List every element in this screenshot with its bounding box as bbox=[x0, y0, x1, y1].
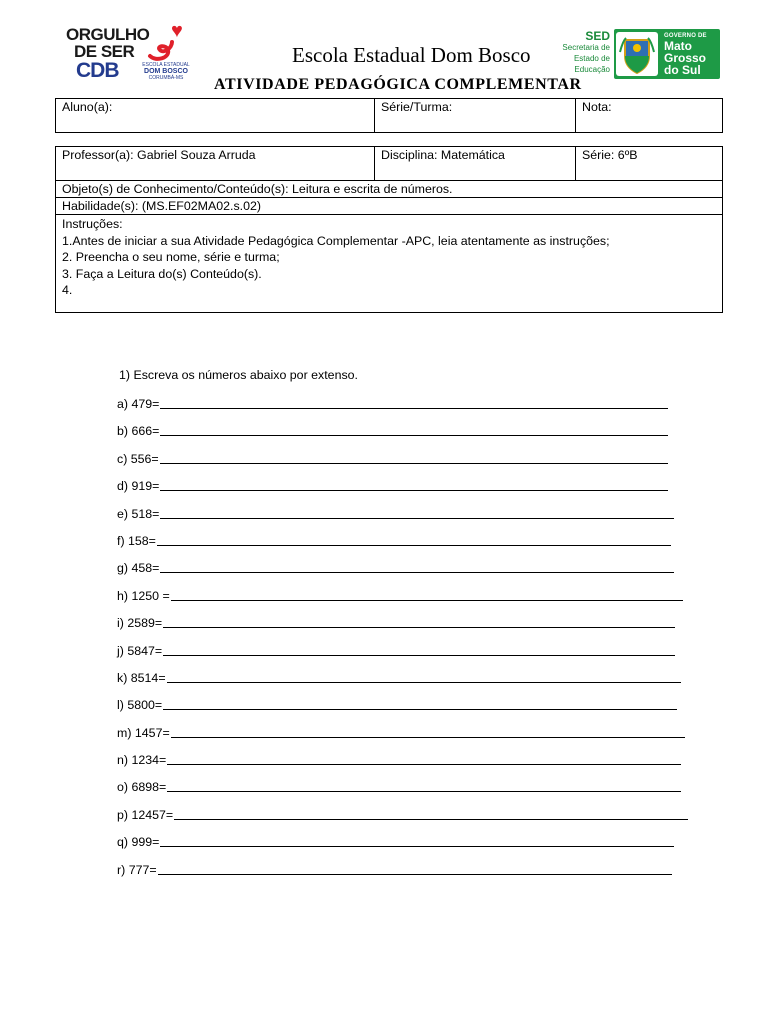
exercise-item bbox=[117, 478, 697, 505]
exercise-item bbox=[117, 615, 697, 642]
exercise-label: j) 5847= bbox=[117, 643, 163, 658]
exercise-item bbox=[117, 533, 697, 560]
exercise-item bbox=[117, 643, 697, 670]
exercise-label: p) 12457= bbox=[117, 807, 174, 822]
exercise-list bbox=[117, 396, 697, 889]
exercise-item bbox=[117, 588, 697, 615]
exercise-label: c) 556= bbox=[117, 451, 159, 466]
answer-line[interactable] bbox=[160, 478, 668, 491]
instructions-cell bbox=[56, 215, 723, 313]
exercise-label: g) 458= bbox=[117, 561, 160, 576]
activity-title: ATIVIDADE PEDAGÓGICA COMPLEMENTAR bbox=[214, 76, 582, 93]
answer-line[interactable] bbox=[171, 588, 683, 601]
exercise-label: k) 8514= bbox=[117, 670, 166, 685]
answer-line[interactable] bbox=[163, 643, 675, 656]
exercise-label: r) 777= bbox=[117, 862, 157, 877]
sed-line-1: Secretaria de bbox=[562, 43, 610, 52]
answer-line[interactable] bbox=[160, 396, 668, 409]
exercise-label: d) 919= bbox=[117, 479, 160, 494]
gov-line-3: do Sul bbox=[664, 63, 701, 77]
answer-line[interactable] bbox=[160, 423, 668, 436]
skill-cell: Habilidade(s): (MS.EF02MA02.s.02) bbox=[56, 198, 723, 215]
exercise-label: b) 666= bbox=[117, 424, 160, 439]
sed-line-3: Educação bbox=[574, 65, 610, 74]
logo-sub-escola: ESCOLA ESTADUAL bbox=[142, 62, 190, 68]
teacher-cell: Professor(a): Gabriel Souza Arruda bbox=[56, 147, 375, 181]
gov-line-1: Mato bbox=[664, 39, 692, 53]
logo-text-orgulho: ORGULHO bbox=[66, 25, 150, 44]
exercise-item bbox=[117, 779, 697, 806]
exercise-label: e) 518= bbox=[117, 506, 160, 521]
info-table bbox=[55, 146, 723, 313]
exercise-label: l) 5800= bbox=[117, 698, 163, 713]
exercise-item bbox=[117, 725, 697, 752]
school-logo bbox=[60, 18, 195, 80]
exercise-item bbox=[117, 560, 697, 587]
question-text: 1) Escreva os números abaixo por extenso. bbox=[119, 368, 358, 382]
answer-line[interactable] bbox=[158, 862, 672, 875]
exercise-label: h) 1250 = bbox=[117, 588, 170, 603]
exercise-label: m) 1457= bbox=[117, 725, 170, 740]
answer-line[interactable] bbox=[167, 779, 681, 792]
content-object-cell: Objeto(s) de Conhecimento/Conteúdo(s): Leitura e escrita de números. bbox=[56, 181, 723, 198]
answer-line[interactable] bbox=[167, 670, 681, 683]
exercise-label: a) 479= bbox=[117, 397, 160, 411]
instruction-item: 4. bbox=[62, 283, 73, 297]
exercise-item bbox=[117, 807, 697, 834]
student-table bbox=[55, 98, 723, 133]
grade-cell: Série: 6ºB bbox=[576, 147, 723, 181]
logo-sub-dom-bosco: DOM BOSCO bbox=[144, 68, 188, 75]
exercise-item bbox=[117, 506, 697, 533]
exercise-item bbox=[117, 670, 697, 697]
instruction-item: 3. Faça a Leitura do(s) Conteúdo(s). bbox=[62, 266, 262, 281]
answer-line[interactable] bbox=[163, 615, 675, 628]
logo-subtitle bbox=[138, 62, 194, 81]
sed-line-2: Estado de bbox=[573, 54, 610, 63]
gov-line-2: Grosso bbox=[664, 51, 707, 65]
state-crest-icon bbox=[616, 32, 658, 76]
exercise-label: f) 158= bbox=[117, 533, 156, 548]
exercise-label: i) 2589= bbox=[117, 616, 163, 631]
exercise-item bbox=[117, 451, 697, 478]
answer-line[interactable] bbox=[171, 725, 685, 738]
answer-line[interactable] bbox=[157, 533, 671, 546]
heart-icon: ♥ bbox=[171, 20, 183, 42]
logo-sub-city: CORUMBÁ-MS bbox=[148, 75, 184, 81]
subject-cell: Disciplina: Matemática bbox=[375, 147, 576, 181]
sed-code: SED bbox=[585, 29, 610, 43]
instructions-title: Instruções: bbox=[62, 217, 123, 231]
gov-small-text: GOVERNO DE bbox=[664, 33, 707, 39]
exercise-item bbox=[117, 752, 697, 779]
score-field[interactable]: Nota: bbox=[576, 99, 723, 133]
answer-line[interactable] bbox=[160, 451, 668, 464]
gov-state-name bbox=[664, 40, 720, 76]
government-logo bbox=[614, 29, 720, 79]
sed-logo bbox=[556, 30, 610, 75]
exercise-label: q) 999= bbox=[117, 835, 160, 850]
student-name-field[interactable]: Aluno(a): bbox=[56, 99, 375, 133]
swirl-icon bbox=[146, 40, 176, 62]
answer-line[interactable] bbox=[174, 807, 688, 820]
exercise-item bbox=[117, 423, 697, 450]
instruction-item: 1.Antes de iniciar a sua Atividade Pedagógica Complementar -APC, leia atentamente as instruções; bbox=[62, 233, 610, 248]
school-name: Escola Estadual Dom Bosco bbox=[292, 43, 531, 67]
answer-line[interactable] bbox=[167, 752, 681, 765]
exercise-item bbox=[117, 396, 697, 423]
logo-text-de-ser: DE SER bbox=[74, 42, 135, 61]
answer-line[interactable] bbox=[160, 560, 674, 573]
answer-line[interactable] bbox=[163, 697, 677, 710]
exercise-label: n) 1234= bbox=[117, 753, 167, 768]
exercise-item bbox=[117, 834, 697, 861]
grade-class-field[interactable]: Série/Turma: bbox=[375, 99, 576, 133]
logo-text-cdb: CDB bbox=[76, 59, 119, 82]
exercise-item bbox=[117, 862, 697, 889]
instruction-item: 2. Preencha o seu nome, série e turma; bbox=[62, 250, 280, 264]
answer-line[interactable] bbox=[160, 506, 674, 519]
answer-line[interactable] bbox=[160, 834, 674, 847]
exercise-label: o) 6898= bbox=[117, 780, 167, 795]
exercise-item bbox=[117, 697, 697, 724]
